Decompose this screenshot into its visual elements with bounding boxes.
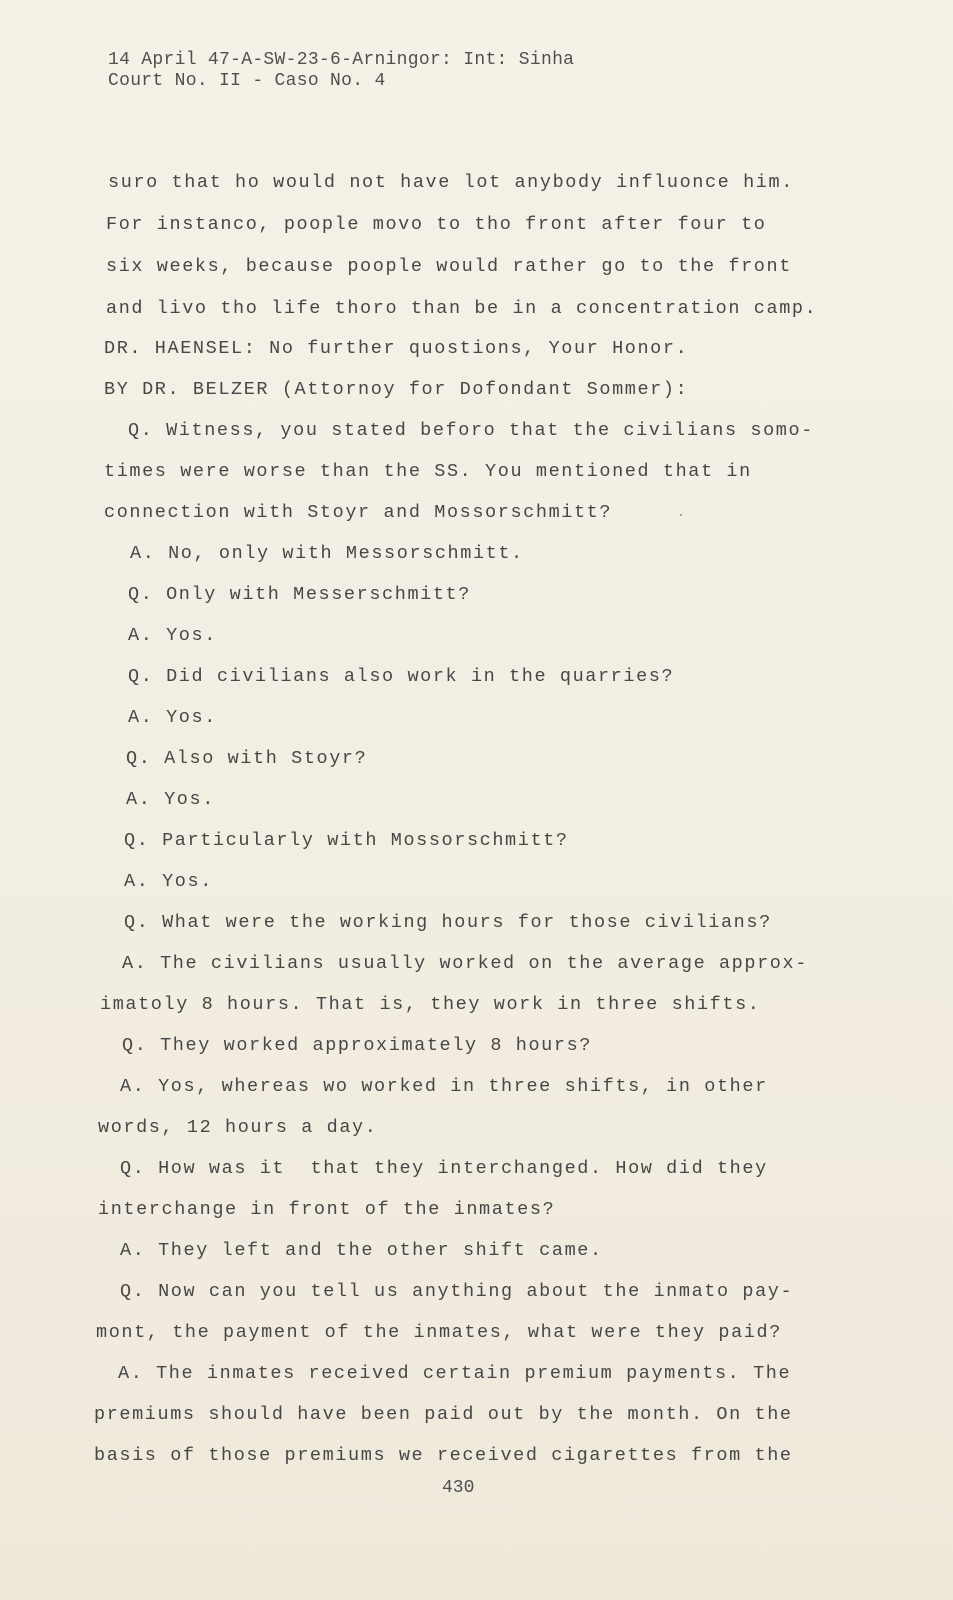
body-line: Q. What were the working hours for those civilians? [124,912,772,933]
body-line: Q. They worked approximately 8 hours? [122,1035,592,1056]
body-line: imatoly 8 hours. That is, they work in three shifts. [100,994,761,1015]
body-line: basis of those premiums we received cigarettes from the [94,1445,793,1466]
body-line: A. Yos. [128,707,217,728]
body-line: A. Yos. [128,625,217,646]
body-line: Q. Only with Messerschmitt? [128,584,471,605]
body-line: interchange in front of the inmates? [98,1199,556,1220]
body-line: For instanco, poople movo to tho front after four to [106,214,767,235]
body-line: Q. How was it that they interchanged. How did they [120,1158,768,1179]
body-line: and livo tho life thoro than be in a concentration camp. [106,298,818,319]
body-line: Q. Did civilians also work in the quarries? [128,666,675,687]
body-line: Q. Now can you tell us anything about the inmato pay- [120,1281,794,1302]
body-line: A. The civilians usually worked on the average approx- [122,953,808,974]
body-line: words, 12 hours a day. [98,1117,378,1138]
paper-speck [680,514,682,516]
body-line: connection with Stoyr and Mossorschmitt? [104,502,613,523]
header-line-2: Court No. II - Caso No. 4 [108,71,386,91]
body-line: Q. Witness, you stated beforo that the civilians somo- [128,420,814,441]
document-header [108,50,574,92]
body-line: BY DR. BELZER (Attornoy for Dofondant Sommer): [104,379,689,400]
body-line: A. Yos. [126,789,215,810]
header-line-1: 14 April 47-A-SW-23-6-Arningor: Int: Sinha [108,50,575,70]
body-line: A. The inmates received certain premium payments. The [118,1363,792,1384]
body-line: A. No, only with Messorschmitt. [130,543,524,564]
body-line: A. Yos. [124,871,213,892]
body-line: suro that ho would not have lot anybody influonce him. [108,172,794,193]
body-line: six weeks, because poople would rather go to the front [106,256,792,277]
body-line: mont, the payment of the inmates, what were they paid? [96,1322,782,1343]
body-line: DR. HAENSEL: No further quostions, Your Honor. [104,338,689,359]
body-line: premiums should have been paid out by the month. On the [94,1404,793,1425]
body-line: A. Yos, whereas wo worked in three shifts, in other [120,1076,768,1097]
body-line: Q. Particularly with Mossorschmitt? [124,830,569,851]
body-line: Q. Also with Stoyr? [126,748,368,769]
body-line: times were worse than the SS. You mentioned that in [104,461,752,482]
page-number: 430 [442,1478,475,1498]
body-line: A. They left and the other shift came. [120,1240,603,1261]
